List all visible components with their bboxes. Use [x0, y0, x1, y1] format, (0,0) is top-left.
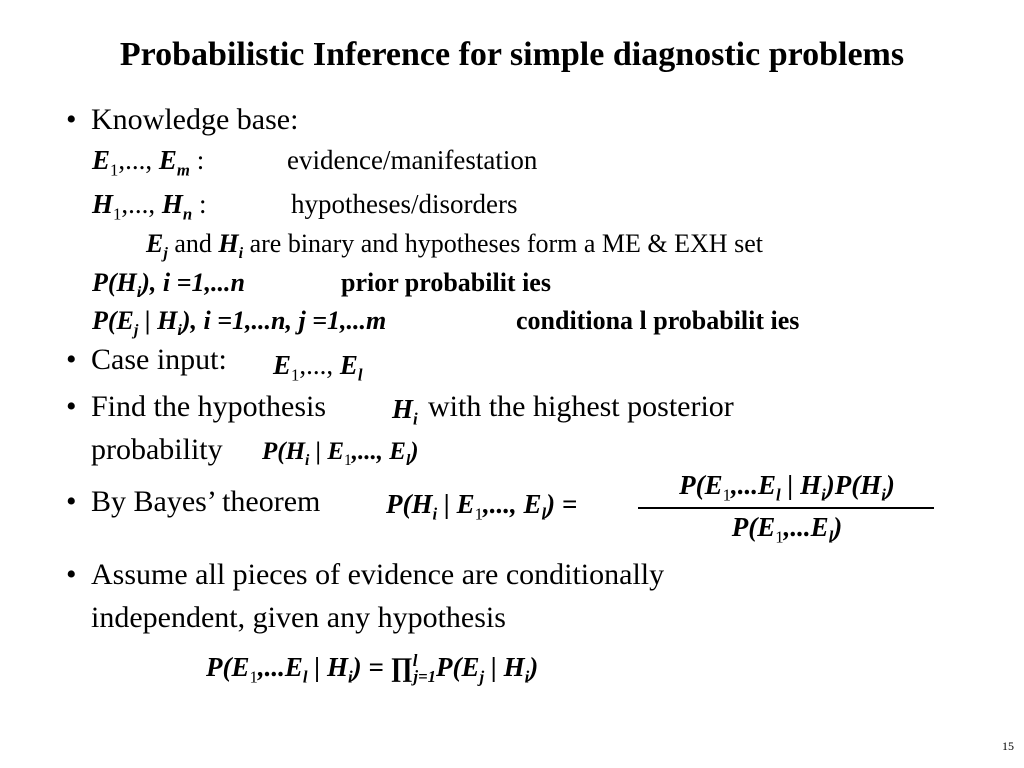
assume-line1: Assume all pieces of evidence are conditionally	[91, 558, 665, 591]
hypotheses-description: hypotheses/disorders	[291, 189, 518, 219]
bullet-marker: •	[66, 485, 77, 518]
bullet-case-input	[66, 343, 227, 378]
slide-title: Probabilistic Inference for simple diagnostic problems	[119, 36, 905, 73]
bayes-label: By Bayes’ theorem	[91, 485, 321, 518]
hypothesis-symbol: $H_i$	[392, 394, 418, 429]
prior-label: prior probabilit ies	[341, 268, 551, 297]
evidence-definition: $E_1$,..., $E_m$ :	[92, 145, 205, 180]
independence-formula: $P(E_1,...E_l$ | $H_i$) = $\prod^l_{j=1}P(E_j$ | $H_i$)	[206, 651, 539, 687]
hypotheses-definition: $H_1$,..., $H_n$ :	[92, 189, 207, 224]
prior-formula: $P(H_i)$, i =1,...n	[92, 268, 245, 302]
bullet-marker: •	[66, 103, 77, 136]
bullet-knowledge-base	[66, 103, 298, 138]
bullet-bayes	[66, 485, 320, 520]
case-input-formula: $E_1$,..., $E_l$	[273, 350, 363, 385]
binary-note: $E_j$ and $H_i$ are binary and hypotheses form a ME & EXH set	[146, 229, 763, 263]
bullet-marker: •	[66, 390, 77, 423]
bullet-marker: •	[66, 343, 77, 376]
conditional-label: conditiona l probabilit ies	[516, 306, 800, 335]
evidence-description: evidence/manifestation	[287, 145, 538, 175]
bayes-lhs: $P(H_i$ | $E_1$,..., $E_l$) =	[386, 489, 578, 524]
find-hypothesis-text-b: with the highest posterior	[428, 390, 734, 423]
find-hypothesis-text-c: probability	[91, 433, 223, 466]
conditional-formula: $P(E_j$ | $H_i$), i =1,...n, j =1,...m	[92, 306, 387, 340]
bayes-denominator: $P(E_1,...E_l)$	[731, 512, 843, 547]
knowledge-base-label: Knowledge base:	[91, 103, 299, 136]
case-input-label: Case input:	[91, 343, 227, 376]
bullet-find-hypothesis	[66, 390, 326, 425]
page-number: 15	[1002, 739, 1014, 753]
bullet-marker: •	[66, 558, 77, 591]
bayes-numerator: $P(E_1,...E_l$ | $H_i)P(H_i)$	[679, 470, 895, 505]
find-hypothesis-text-a: Find the hypothesis	[91, 390, 327, 423]
posterior-formula: $P(H_i$ | $E_1$,..., $E_l$)	[262, 438, 419, 469]
assume-line2: independent, given any hypothesis	[91, 601, 506, 634]
fraction-bar	[638, 507, 934, 509]
bullet-assume	[66, 558, 664, 593]
